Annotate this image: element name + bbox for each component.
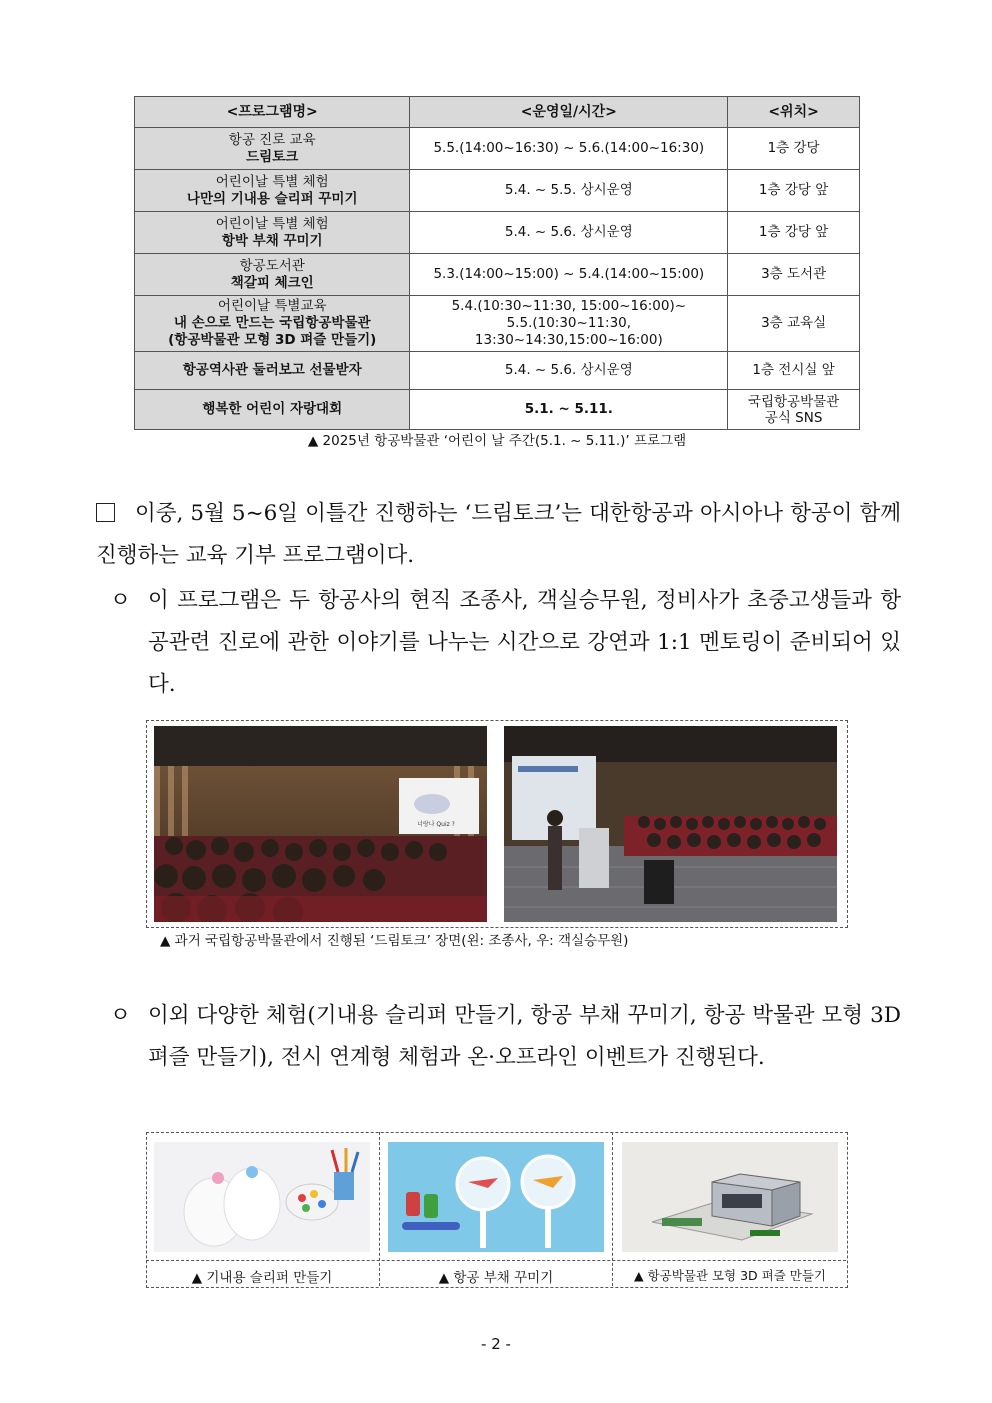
schedule-cell (410, 352, 728, 390)
location-cell: 3층 도서관 (728, 254, 860, 296)
program-cell (135, 128, 410, 170)
program-subtitle: 어린이날 특별 체험 (215, 215, 329, 232)
bullet-experiences (110, 995, 901, 1079)
schedule-text: 5.4. ~ 5.5. 상시운영 (504, 182, 633, 198)
schedule-text: 5.4. ~ 5.6. 상시운영 (504, 362, 633, 378)
photo-pilot-lecture (154, 726, 487, 922)
paragraph-text: 이중, 5월 5~6일 이틀간 진행하는 ‘드림토크’는 대한항공과 아시아나 항공이 함께 진행하는 교육 기부 프로그램이다. (96, 501, 901, 568)
schedule-text: 5.4.(10:30~11:30, 15:00~16:00)~ (451, 298, 687, 314)
auditorium-photo-right (504, 726, 837, 922)
schedule-text: 5.5.(14:00~16:30) ~ 5.6.(14:00~16:30) (433, 140, 705, 156)
program-subtitle: 항공 진로 교육 (228, 131, 316, 148)
checkbox-bullet-icon (96, 503, 115, 522)
program-subtitle: 어린이날 특별 체험 (215, 173, 329, 190)
table-row (135, 254, 860, 296)
photo-caption-slipper: ▲ 기내용 슬리퍼 만들기 (191, 1270, 333, 1286)
frame-divider (379, 1132, 380, 1286)
schedule-cell (410, 128, 728, 170)
table-row (135, 128, 860, 170)
program-title: 책갈피 체크인 (230, 274, 314, 291)
photo-slipper (154, 1142, 370, 1252)
schedule-cell (410, 390, 728, 430)
location-cell: 국립항공박물관 공식 SNS (728, 390, 860, 430)
photo-caption-puzzle: ▲ 항공박물관 모형 3D 펴즐 만들기 (634, 1268, 826, 1283)
program-title: 나만의 기내용 슬리퍼 꾸미기 (186, 190, 358, 207)
location-cell: 1층 강당 앞 (728, 170, 860, 212)
location-cell: 1층 강당 (728, 128, 860, 170)
paragraph-dreamtalk (96, 493, 901, 577)
photo-caption-dreamtalk: ▲ 과거 국립항공박물관에서 진행된 ‘드림토크’ 장면(왼: 조종사, 우: 객실승무원) (160, 933, 629, 949)
schedule-cell (410, 170, 728, 212)
program-schedule-table (134, 96, 860, 430)
header-location: <위치> (728, 97, 860, 128)
schedule-cell (410, 212, 728, 254)
program-subtitle: 항공도서관 (239, 257, 305, 274)
header-program-name: <프로그램명> (135, 97, 410, 128)
slipper-illustration (154, 1142, 370, 1252)
program-cell (135, 212, 410, 254)
location-cell: 1층 전시실 앞 (728, 352, 860, 390)
location-cell: 1층 강당 앞 (728, 212, 860, 254)
schedule-cell (410, 296, 728, 352)
photo-attendant-lecture (504, 726, 837, 922)
program-cell (135, 254, 410, 296)
program-title: 드림토크 (246, 148, 299, 165)
auditorium-photo-left (154, 726, 487, 922)
frame-divider (146, 1260, 846, 1261)
photo-fan (388, 1142, 604, 1252)
table-row (135, 390, 860, 430)
bullet-marker: ㅇ (110, 588, 131, 613)
program-detail: (항공박물관 모형 3D 펴즐 만들기) (168, 332, 377, 348)
bullet-marker: ㅇ (110, 1003, 131, 1028)
program-cell: 행복한 어린이 자랑대회 (135, 390, 410, 430)
table-row (135, 296, 860, 352)
schedule-text: 5.4. ~ 5.6. 상시운영 (504, 224, 633, 240)
bullet-text: 이 프로그램은 두 항공사의 현직 조종사, 객실승무원, 정비사가 초중고생들과 항공관련 진로에 관한 이야기를 나누는 시간으로 강연과 1:1 멘토링이 준비되어 있다. (148, 588, 901, 697)
program-title: 항박 부채 꾸미기 (221, 232, 323, 249)
photo-caption-fan: ▲ 항공 부채 꾸미기 (438, 1270, 554, 1286)
table-header-row (135, 97, 860, 128)
table-row (135, 212, 860, 254)
schedule-text: 5.5.(10:30~11:30, 13:30~14:30,15:00~16:00) (474, 315, 663, 348)
schedule-cell (410, 254, 728, 296)
program-cell: 항공역사관 둘러보고 선물받자 (135, 352, 410, 390)
schedule-text: 5.1. ~ 5.11. (524, 401, 613, 417)
table-row (135, 352, 860, 390)
program-title: 내 손으로 만드는 국립항공박물관 (173, 315, 371, 331)
location-cell: 3층 교육실 (728, 296, 860, 352)
program-cell (135, 170, 410, 212)
program-cell (135, 296, 410, 352)
table-caption: ▲ 2025년 항공박물관 ‘어린이 날 주간(5.1. ~ 5.11.)’ 프로그램 (307, 433, 687, 449)
photo-3d-puzzle (622, 1142, 838, 1252)
header-schedule: <운영일/시간> (410, 97, 728, 128)
table-row (135, 170, 860, 212)
schedule-text: 5.3.(14:00~15:00) ~ 5.4.(14:00~15:00) (433, 266, 705, 282)
page-number: - 2 - (481, 1335, 511, 1353)
bullet-text: 이외 다양한 체험(기내용 슬리퍼 만들기, 항공 부채 꾸미기, 항공 박물관 모형 3D 펴즐 만들기), 전시 연계형 체험과 온·오프라인 이벤트가 진행된다. (148, 1003, 901, 1070)
screen-text: 너랑나 Quiz ? (417, 821, 455, 828)
fan-illustration (388, 1142, 604, 1252)
program-subtitle: 어린이날 특별교육 (217, 298, 327, 314)
bullet-program-intro (110, 580, 901, 706)
puzzle-illustration (622, 1142, 838, 1252)
frame-divider (612, 1132, 613, 1286)
